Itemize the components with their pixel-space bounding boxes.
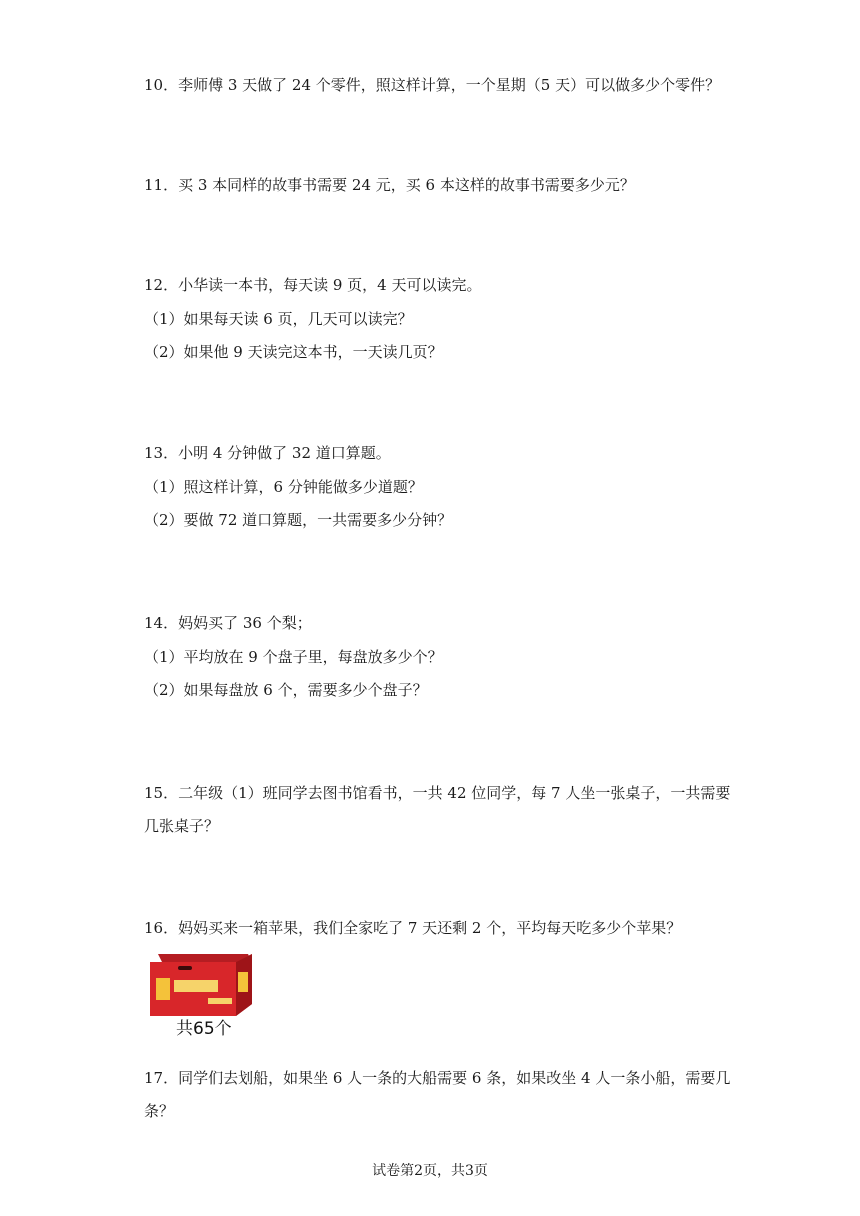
page-footer: 试卷第2页，共3页 [372, 1163, 488, 1179]
question-13-stem: 13．小明 4 分钟做了 32 道口算题。 [144, 444, 391, 462]
question-13-part-2: （2）要做 72 道口算题，一共需要多少分钟？ [144, 511, 453, 529]
apple-box-caption: 共65个 [176, 1019, 232, 1039]
question-17-line-1: 17．同学们去划船，如果坐 6 人一条的大船需要 6 条，如果改坐 4 人一条小船，需要几 [144, 1069, 731, 1087]
question-15-line-2: 几张桌子？ [144, 817, 220, 835]
question-14-part-1: （1）平均放在 9 个盘子里，每盘放多少个？ [144, 648, 443, 666]
apple-box-icon [148, 950, 254, 1018]
question-12-part-2: （2）如果他 9 天读完这本书，一天读几页？ [144, 343, 443, 361]
question-17-line-2: 条？ [144, 1102, 175, 1120]
question-12-stem: 12．小华读一本书，每天读 9 页，4 天可以读完。 [144, 276, 482, 294]
question-10: 10．李师傅 3 天做了 24 个零件，照这样计算，一个星期（5 天）可以做多少个零件？ [144, 76, 721, 94]
question-11: 11．买 3 本同样的故事书需要 24 元，买 6 本这样的故事书需要多少元？ [144, 176, 635, 194]
question-13-part-1: （1）照这样计算，6 分钟能做多少道题？ [144, 478, 423, 496]
question-15-line-1: 15．二年级（1）班同学去图书馆看书，一共 42 位同学，每 7 人坐一张桌子，一共需要 [144, 784, 731, 802]
question-14-part-2: （2）如果每盘放 6 个，需要多少个盘子？ [144, 681, 428, 699]
question-12-part-1: （1）如果每天读 6 页，几天可以读完？ [144, 310, 413, 328]
question-16-stem: 16．妈妈买来一箱苹果，我们全家吃了 7 天还剩 2 个，平均每天吃多少个苹果？ [144, 919, 682, 937]
apple-box-image [148, 950, 254, 1018]
question-14-stem: 14．妈妈买了 36 个梨； [144, 614, 312, 632]
